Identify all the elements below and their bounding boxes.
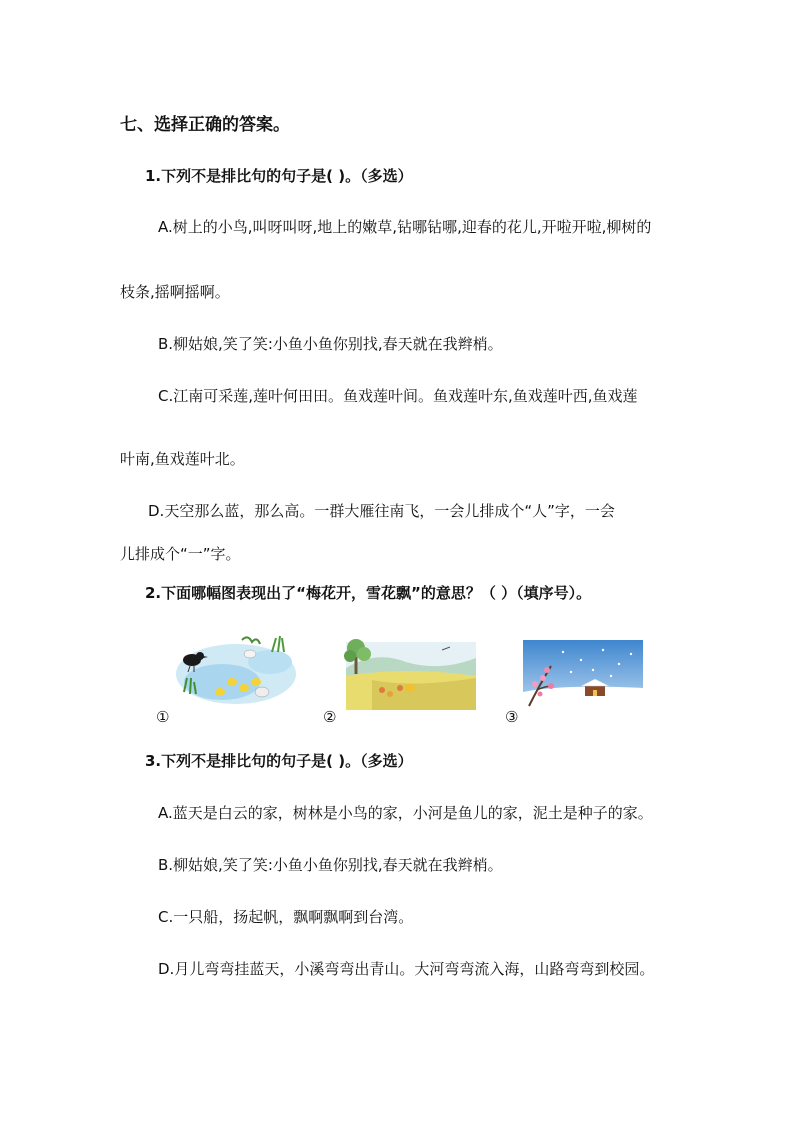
question-1-option-a: A.树上的小鸟,叫呀叫呀,地上的嫩草,钻哪钻哪,迎春的花儿,开啦开啦,柳树的	[158, 218, 652, 236]
picture-3-label: ③	[505, 708, 519, 726]
question-1-stem: 1.下列不是排比句的句子是( )。（多选）	[145, 167, 413, 185]
question-3-option-c: C.一只船，扬起帆，飘啊飘啊到台湾。	[158, 908, 414, 926]
question-1-option-c-cont: 叶南,鱼戏莲叶北。	[120, 450, 245, 468]
picture-2-label: ②	[323, 708, 337, 726]
question-1-option-d-cont: 儿排成个“一”字。	[120, 545, 241, 563]
picture-3-snow-plum	[523, 640, 643, 710]
picture-2-meadow	[342, 628, 480, 712]
question-1-option-b: B.柳姑娘,笑了笑:小鱼小鱼你别找,春天就在我辫梢。	[158, 335, 503, 353]
question-3-option-b: B.柳姑娘,笑了笑:小鱼小鱼你别找,春天就在我辫梢。	[158, 856, 503, 874]
question-1-option-c: C.江南可采莲,莲叶何田田。鱼戏莲叶间。鱼戏莲叶东,鱼戏莲叶西,鱼戏莲	[158, 387, 638, 405]
picture-1-label: ①	[156, 708, 170, 726]
question-1-option-a-cont: 枝条,摇啊摇啊。	[120, 283, 230, 301]
question-3-option-d: D.月儿弯弯挂蓝天，小溪弯弯出青山。大河弯弯流入海，山路弯弯到校园。	[158, 960, 655, 978]
question-1-option-d: D.天空那么蓝，那么高。一群大雁往南飞，一会儿排成个“人”字，一会	[148, 502, 615, 520]
question-3-stem: 3.下列不是排比句的句子是( )。（多选）	[145, 752, 413, 770]
picture-1-pond	[172, 632, 300, 712]
question-2-stem: 2.下面哪幅图表现出了“梅花开，雪花飘”的意思？（ ）（填序号）。	[145, 584, 592, 602]
question-3-option-a: A.蓝天是白云的家，树林是小鸟的家，小河是鱼儿的家，泥土是种子的家。	[158, 804, 653, 822]
section-title: 七、选择正确的答案。	[120, 115, 290, 135]
